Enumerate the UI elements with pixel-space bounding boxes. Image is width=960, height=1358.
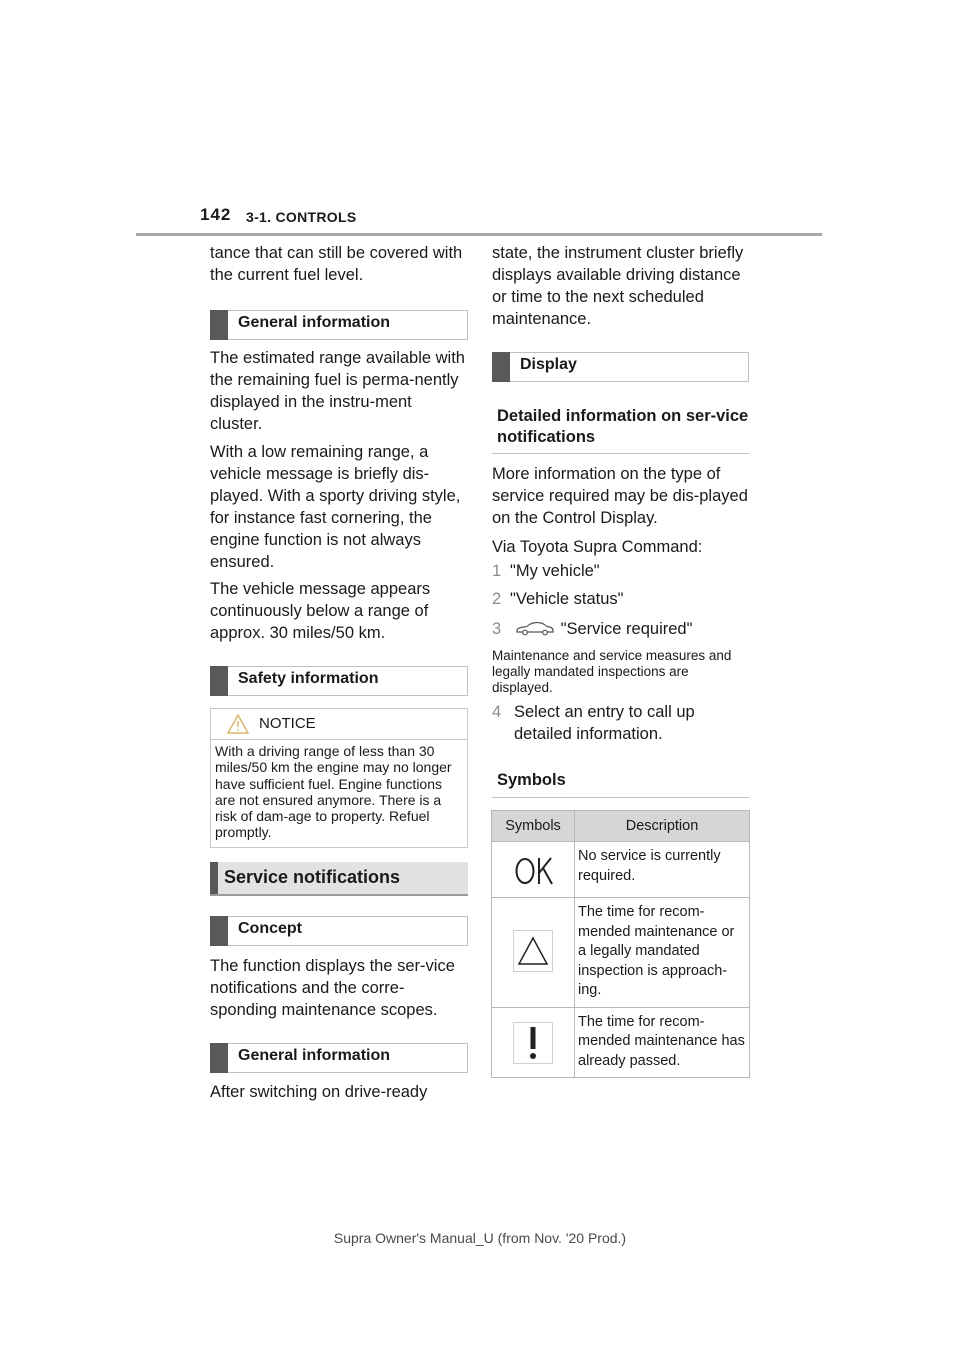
table-row [492,1007,750,1078]
header-rule [136,233,822,236]
chapter-title: 3-1. CONTROLS [246,209,357,225]
intro-text: tance that can still be covered with the current fuel level. [210,244,463,284]
general-text: After switching on drive-ready [210,1083,428,1101]
exclamation-icon [513,1022,553,1064]
page-number: 142 [200,205,232,224]
more-info-text: More information on the type of service required may be dis-played on the Control Display. [492,465,748,527]
concept-text: The function displays the ser-vice notifications and the corre-sponding maintenance scopes. [210,957,455,1019]
step-1: 1 "My vehicle" [492,562,600,580]
ok-icon [514,855,554,887]
continuation-text: state, the instrument cluster briefly displays available driving distance or time to the next scheduled maintenance. [492,244,744,328]
table-header-description: Description [575,811,750,842]
notice-text: With a driving range of less than 30 miles/50 km the engine may no longer have sufficient fuel. Engine functions are not ensured anymore. There is a risk of dam-age to property. Refuel promptly. [215,743,452,841]
section-title: Service notifications [210,862,468,896]
general-info-heading: General information [210,310,468,340]
detail-heading: Detailed information on ser-vice notifications [492,406,749,454]
row-description: No service is currently required. [575,842,750,898]
step-2: 2 "Vehicle status" [492,590,624,608]
table-row [492,842,750,898]
via-command-text: Via Toyota Supra Command: [492,538,703,556]
display-heading: Display [492,352,749,382]
general-info-heading-2: General information [210,1043,468,1073]
warning-triangle-icon [513,930,553,972]
step-3: 3 "Service required" [492,620,693,638]
notice-title: NOTICE [259,715,316,732]
car-icon [515,620,555,636]
row-description: The time for recom-mended maintenance or a legally mandated inspection is approach-ing. [575,898,750,1008]
symbols-table [491,810,750,1078]
table-header-symbols: Symbols [492,811,575,842]
range-paragraph: The estimated range available with the remaining fuel is perma-nently displayed in the instru-ment cluster. [210,349,465,433]
concept-heading: Concept [210,916,468,946]
warning-triangle-icon [227,714,249,734]
table-row [492,898,750,1008]
low-range-paragraph: With a low remaining range, a vehicle message is briefly dis-played. With a sporty driving style, for instance fast cornering, the engine function is not always ensured. [210,443,461,571]
step-4: 4 Select an entry to call up detailed information. [492,703,695,743]
safety-info-heading: Safety information [210,666,468,696]
maintenance-note: Maintenance and service measures and legally mandated inspections are displayed. [492,648,732,695]
symbols-heading: Symbols [492,770,749,798]
row-description: The time for recom-mended maintenance has already passed. [575,1007,750,1078]
footer: Supra Owner's Manual_U (from Nov. '20 Prod.) [333,1230,627,1246]
notice-box [210,708,468,848]
vehicle-message-paragraph: The vehicle message appears continuously below a range of approx. 30 miles/50 km. [210,580,431,642]
